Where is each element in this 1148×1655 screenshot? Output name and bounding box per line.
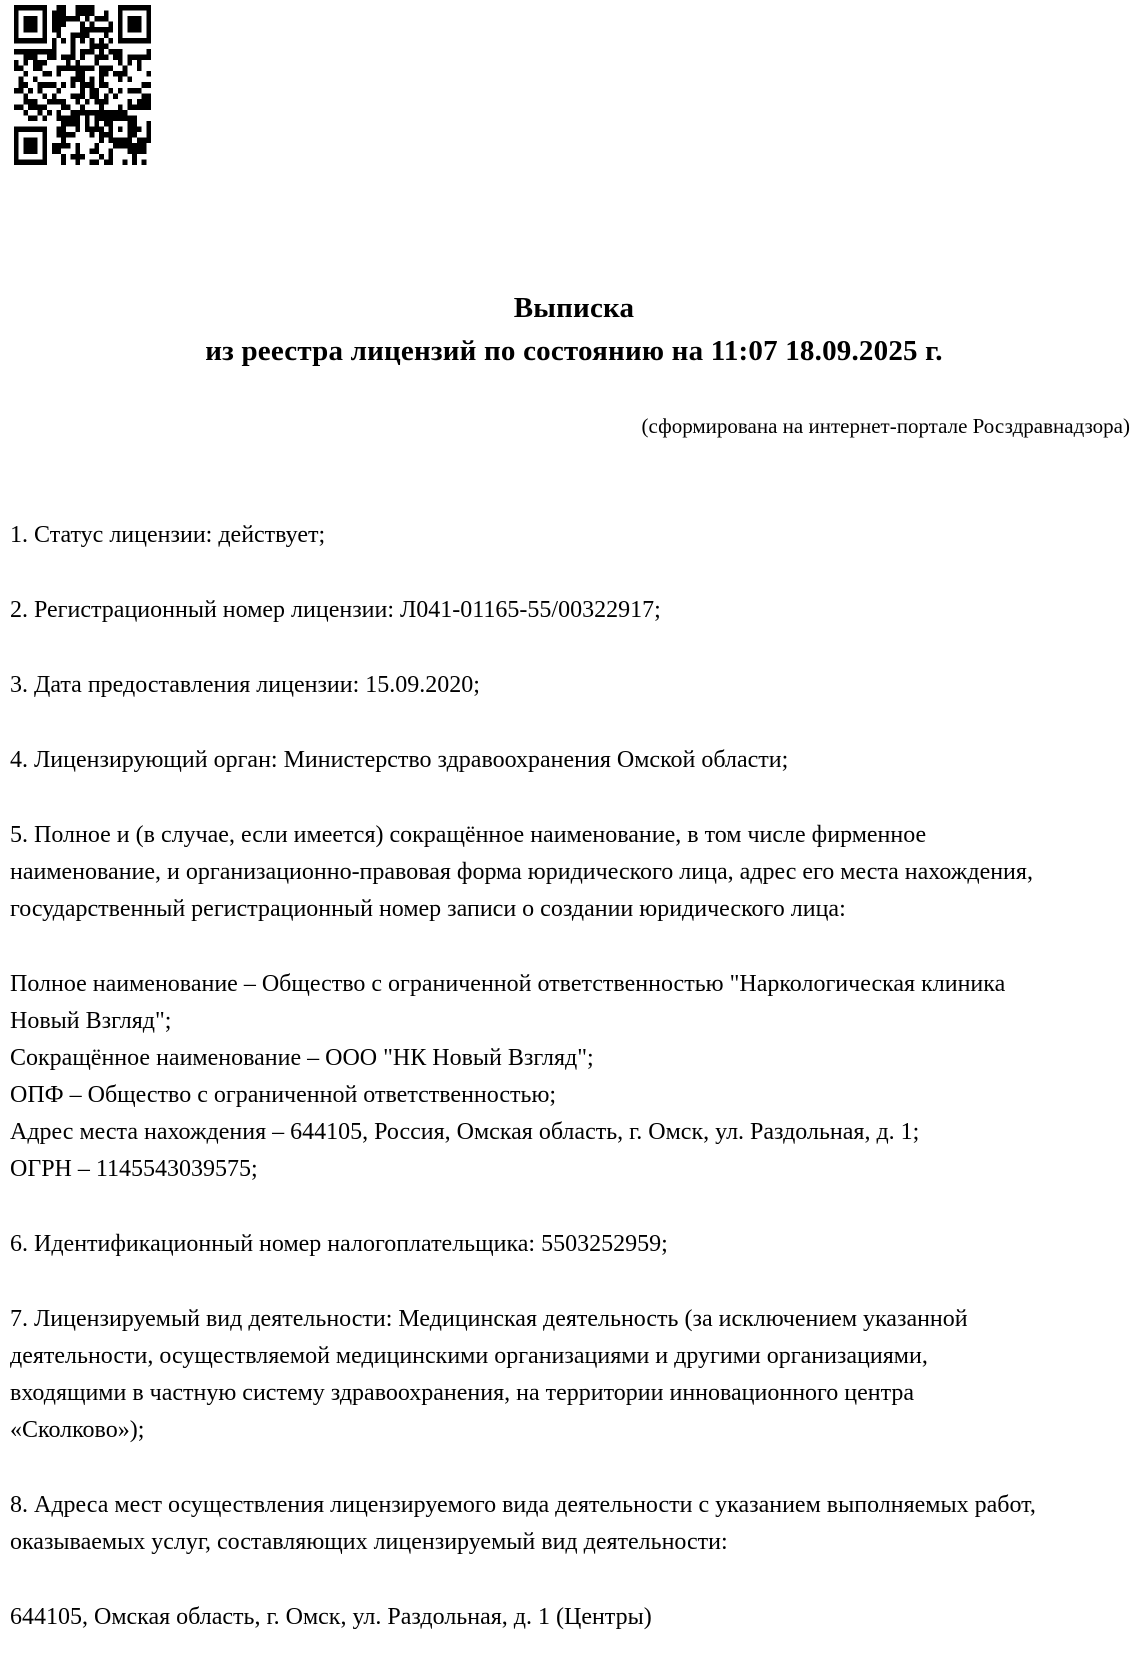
- item-1-license-status: 1. Статус лицензии: действует;: [10, 522, 326, 548]
- qr-code-image: [14, 5, 151, 165]
- organization-address: Адрес места нахождения – 644105, Россия, Омская область, г. Омск, ул. Раздольная, д. 1;: [10, 1119, 920, 1145]
- item-8-activity-addresses-intro: 8. Адреса мест осуществления лицензируемого вида деятельности с указанием выполняемых работ, оказываемых услуг, составляющих лицензируемый вид деятельности:: [10, 1492, 1036, 1555]
- document-body: [0, 517, 1148, 1636]
- document-subtitle: (сформирована на интернет-портале Росздравнадзора): [641, 414, 1130, 438]
- organization-full-name: Полное наименование – Общество с ограниченной ответственностью "Наркологическая клиника Новый Взгляд";: [10, 971, 1006, 1034]
- item-6-inn: 6. Идентификационный номер налогоплательщика: 5503252959;: [10, 1231, 668, 1257]
- document-title-line2: из реестра лицензий по состоянию на 11:07 18.09.2025 г.: [205, 335, 943, 367]
- organization-details: [10, 966, 1040, 1188]
- item-4-licensing-authority: 4. Лицензирующий орган: Министерство здравоохранения Омской области;: [10, 747, 789, 773]
- organization-short-name: Сокращённое наименование – ООО "НК Новый Взгляд";: [10, 1045, 594, 1071]
- item-5-organization-intro: 5. Полное и (в случае, если имеется) сокращённое наименование, в том числе фирменное наименование, и организационно-правовая форма юридического лица, адрес его места нахождения, государственный регистрационный номер записи о создании юридического лица:: [10, 822, 1033, 922]
- item-7-licensed-activity: 7. Лицензируемый вид деятельности: Медицинская деятельность (за исключением указанной деятельности, осуществляемой медицинскими организациями и другими организациями, входящими в частную систему здравоохранения, на территории инновационного центра «Сколково»);: [10, 1306, 968, 1443]
- item-3-grant-date: 3. Дата предоставления лицензии: 15.09.2020;: [10, 672, 480, 698]
- activity-address-line: 644105, Омская область, г. Омск, ул. Раздольная, д. 1 (Центры): [10, 1604, 652, 1630]
- document-title: [0, 287, 1148, 373]
- organization-opf: ОПФ – Общество с ограниченной ответственностью;: [10, 1082, 557, 1108]
- item-2-registration-number: 2. Регистрационный номер лицензии: Л041-01165-55/00322917;: [10, 597, 661, 623]
- document-page: [0, 5, 1148, 1655]
- organization-ogrn: ОГРН – 1145543039575;: [10, 1156, 258, 1182]
- document-title-line1: Выписка: [513, 292, 635, 324]
